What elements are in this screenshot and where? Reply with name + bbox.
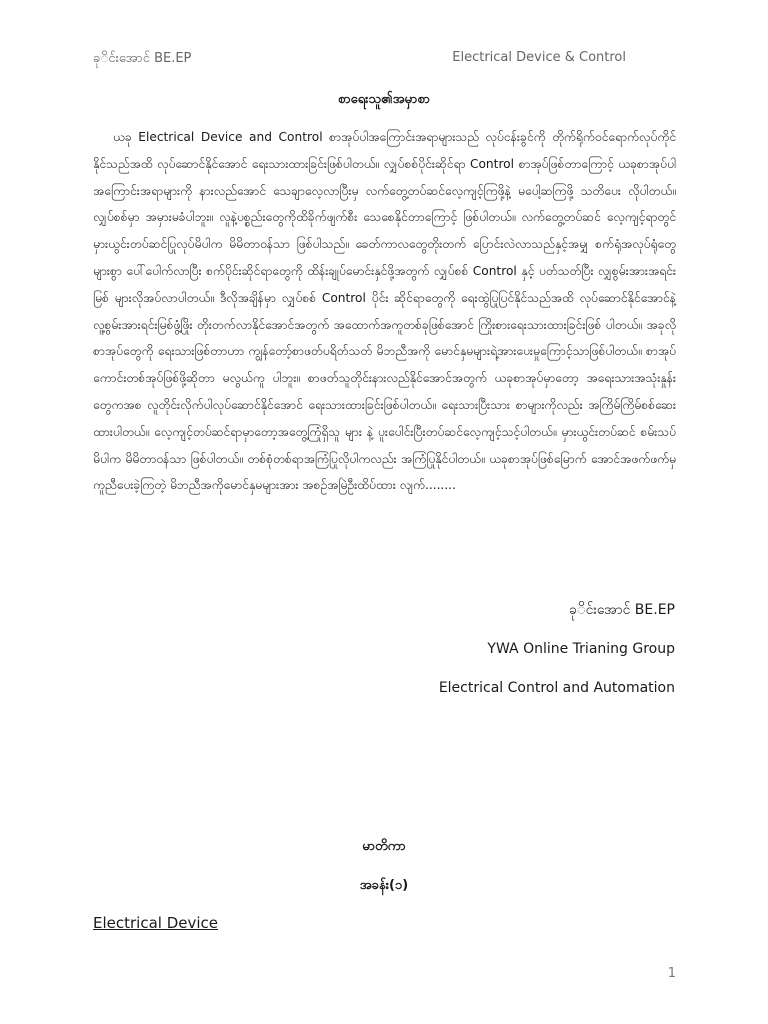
- preface-body: [93, 124, 676, 499]
- toc-title: မာတိကာ: [362, 839, 406, 854]
- page-number: 1: [667, 966, 676, 981]
- header-author: ခုိင်းအောင် BE.EP: [93, 51, 192, 66]
- preface-title: စာရေးသူ၏အမှာစာ: [338, 92, 430, 107]
- header-book-title: Electrical Device & Control: [452, 50, 626, 65]
- preface-paragraph: ယခု Electrical Device and Control စာအုပ်ပါအကြောင်းအရာများသည် လုပ်ငန်းခွင်ကို တိုက်ရိုက်ဝင်ရောက်လုပ်ကိုင်နိုင်သည်အထိ လုပ်ဆောင်နိုင်အောင် ရေးသားထားခြင်းဖြစ်ပါတယ်။ လျှပ်စစ်ပိုင်းဆိုင်ရာ Control စာအုပ်ဖြစ်တာကြောင့် ယခုစာအုပ်ပါ အကြောင်းအရာများကို နားလည်အောင် သေချာလေ့လာပြီးမှ လက်တွေ့တပ်ဆင်လေ့ကျင့်ကြဖို့နဲ့ မပေါ့ဆကြဖို့ သတိပေး လိုပါတယ်။ လျှပ်စစ်မှာ အမှားမခံပါဘူး။ လူနဲ့ပစ္စည်းတွေကိုထိခိုက်ဖျက်စီး သေစေနိုင်တာကြောင့် ဖြစ်ပါတယ်။ လက်တွေ့တပ်ဆင် လေ့ကျင့်ရာတွင် မှားယွင်းတပ်ဆင်ပြုလုပ်မိပါက မိမိတာဝန်သာ ဖြစ်ပါသည်။ ခေတ်ကာလတွေတိုးတက် ပြောင်းလဲလာသည်နှင့်အမျှ စက်ရုံအလုပ်ရုံတွေများစွာ ပေါ်ပေါက်လာပြီး စက်ပိုင်းဆိုင်ရာတွေကို ထိန်းချုပ်မောင်းနှင်ဖို့အတွက် လျှပ်စစ် Control နှင့် ပတ်သတ်ပြီး လျှစွမ်းအားအရင်းမြစ် များလိုအပ်လာပါတယ်။ ဒီလိုအချိန်မှာ လျှပ်စစ် Control ပိုင်း ဆိုင်ရာတွေကို ရေးထွဲပြုပြင်နိုင်သည်အထိ လုပ်ဆောင်နိုင်အောင်နဲ့ လူ့စွမ်းအားရင်းမြစ်ဖွံ့ဖြိုး တိုးတက်လာနိုင်အောင်အတွက် အထောက်အကူတစ်ခုဖြစ်အောင် ကြိုးစားရေးသားထားခြင်းဖြစ် ပါတယ်။ အခုလိုစာအုပ်တွေကို ရေးသားဖြစ်တာဟာ ကျွန်တော့်စာဖတ်ပရိတ်သတ် မိဘညီအကို မောင်နှမများရဲ့အားပေးမှုကြောင့်သာဖြစ်ပါတယ်။ စာအုပ်ကောင်းတစ်အုပ်ဖြစ်ဖို့ဆိုတာ မလွယ်ကူ ပါဘူး။ စာဖတ်သူတိုင်းနားလည်နိုင်အောင်အတွက် ယခုစာအုပ်မှာတော့ အရေးသားအသုံးနှုန်း တွေကအစ လူတိုင်းလိုက်ပါလုပ်ဆောင်နိုင်အောင် ရေးသားထားခြင်းဖြစ်ပါတယ်။ ရေးသားပြီးသား စာများကိုလည်း အကြိမ်ကြိမ်စစ်ဆေးထားပါတယ်။ လေ့ကျင့်တပ်ဆင်ရာမှာတော့အတွေ့ကြုံရှိသူ များ နဲ့ ပူးပေါင်းပြီးတပ်ဆင်လေ့ကျင့်သင့်ပါတယ်။ မှားယွင်းတပ်ဆင် စမ်းသပ်မိပါက မိမိတာဝန်သာ ဖြစ်ပါတယ်။ တစ်စုံတစ်ရာအကြံပြုလိုပါကလည်း အကြံပြုနိုင်ပါတယ်။ ယခုစာအုပ်ဖြစ်မြောက် အောင်အဖက်ဖက်မှ ကူညီပေးခဲ့ကြတဲ့ မိဘညီအကိုမောင်နှမများအား အစဉ်အမြဲဦးထိပ်ထား လျက်........: [93, 130, 676, 493]
- section-heading: Electrical Device: [93, 914, 219, 932]
- signature-name: ခုိင်းအောင် BE.EP: [569, 602, 675, 618]
- chapter-label: အခန်း(၁): [359, 878, 409, 893]
- signature-group: YWA Online Trianing Group: [487, 641, 675, 657]
- signature-course: Electrical Control and Automation: [438, 680, 675, 696]
